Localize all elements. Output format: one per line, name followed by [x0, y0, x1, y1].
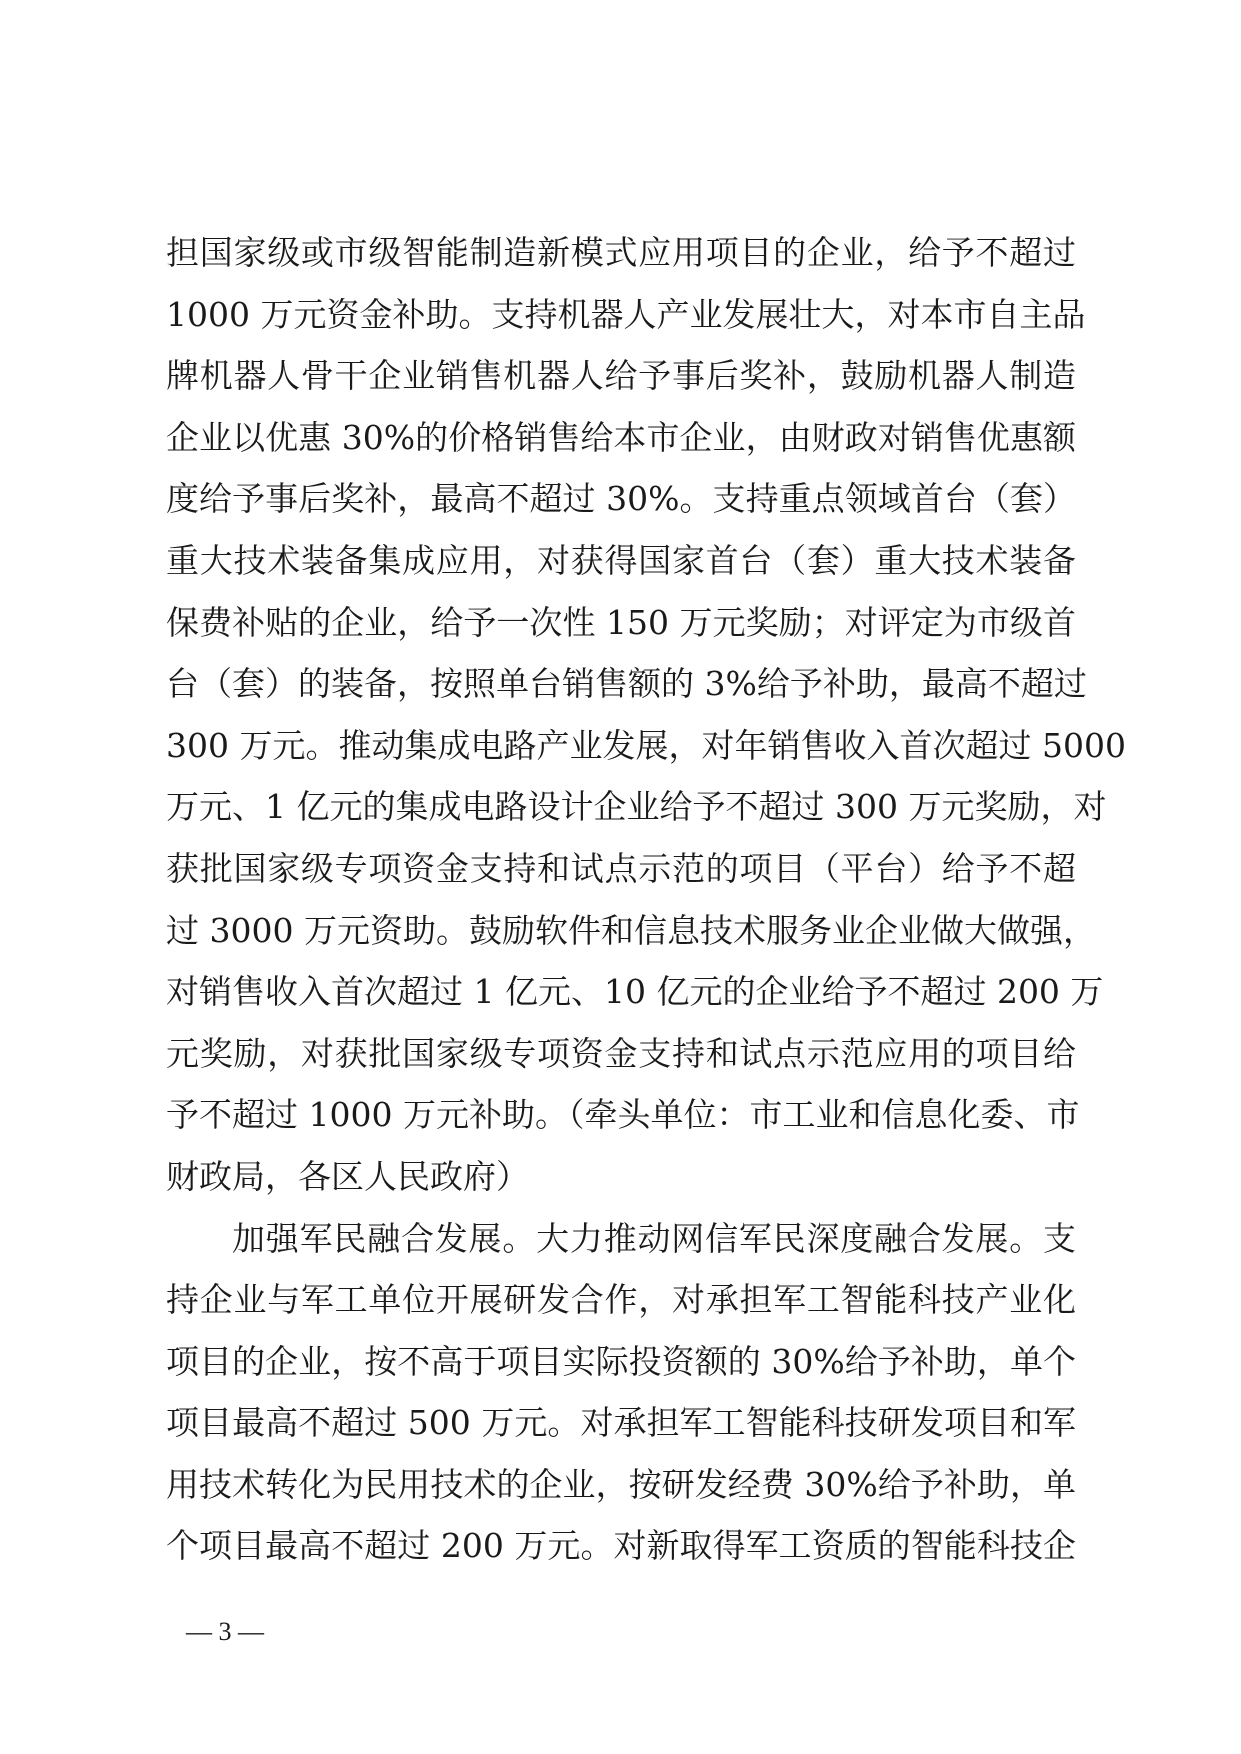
text-line: 过 3000 万元资助。鼓励软件和信息技术服务业企业做大做强， — [166, 910, 1096, 950]
text-line: 度给予事后奖补，最高不超过 30%。支持重点领域首台（套） — [166, 479, 1076, 519]
text-line: 担国家级或市级智能制造新模式应用项目的企业，给予不超过 — [166, 233, 1076, 272]
page-number: — 3 — — [186, 1617, 264, 1646]
text-line: 1000 万元资金补助。支持机器人产业发展壮大，对本市自主品 — [166, 294, 1086, 334]
text-line: 重大技术装备集成应用，对获得国家首台（套）重大技术装备 — [166, 540, 1076, 580]
text-line: 元奖励，对获批国家级专项资金支持和试点示范应用的项目给 — [166, 1033, 1076, 1073]
text-line: 个项目最高不超过 200 万元。对新取得军工资质的智能科技企 — [166, 1526, 1076, 1566]
text-line: 对销售收入首次超过 1 亿元、10 亿元的企业给予不超过 200 万 — [166, 972, 1104, 1012]
text-line: 保费补贴的企业，给予一次性 150 万元奖励；对评定为市级首 — [166, 602, 1076, 642]
text-line: 牌机器人骨干企业销售机器人给予事后奖补，鼓励机器人制造 — [166, 356, 1076, 396]
text-line: 用技术转化为民用技术的企业，按研发经费 30%给予补助，单 — [166, 1464, 1076, 1504]
text-line: 加强军民融合发展。大力推动网信军民深度融合发展。支 — [232, 1218, 1076, 1258]
text-line: 项目最高不超过 500 万元。对承担军工智能科技研发项目和军 — [166, 1403, 1076, 1443]
body-text — [166, 222, 1126, 1577]
text-line: 予不超过 1000 万元补助。（牵头单位：市工业和信息化委、市 — [166, 1095, 1080, 1135]
text-line: 企业以优惠 30%的价格销售给本市企业，由财政对销售优惠额 — [166, 417, 1076, 457]
text-line: 持企业与军工单位开展研发合作，对承担军工智能科技产业化 — [166, 1280, 1076, 1320]
text-line: 300 万元。推动集成电路产业发展，对年销售收入首次超过 5000 — [166, 725, 1126, 765]
text-line: 项目的企业，按不高于项目实际投资额的 30%给予补助，单个 — [166, 1341, 1076, 1381]
text-line: 台（套）的装备，按照单台销售额的 3%给予补助，最高不超过 — [166, 664, 1087, 704]
text-line: 财政局，各区人民政府） — [166, 1156, 529, 1196]
text-line: 获批国家级专项资金支持和试点示范的项目（平台）给予不超 — [166, 848, 1076, 888]
text-line: 万元、1 亿元的集成电路设计企业给予不超过 300 万元奖励，对 — [166, 787, 1107, 827]
